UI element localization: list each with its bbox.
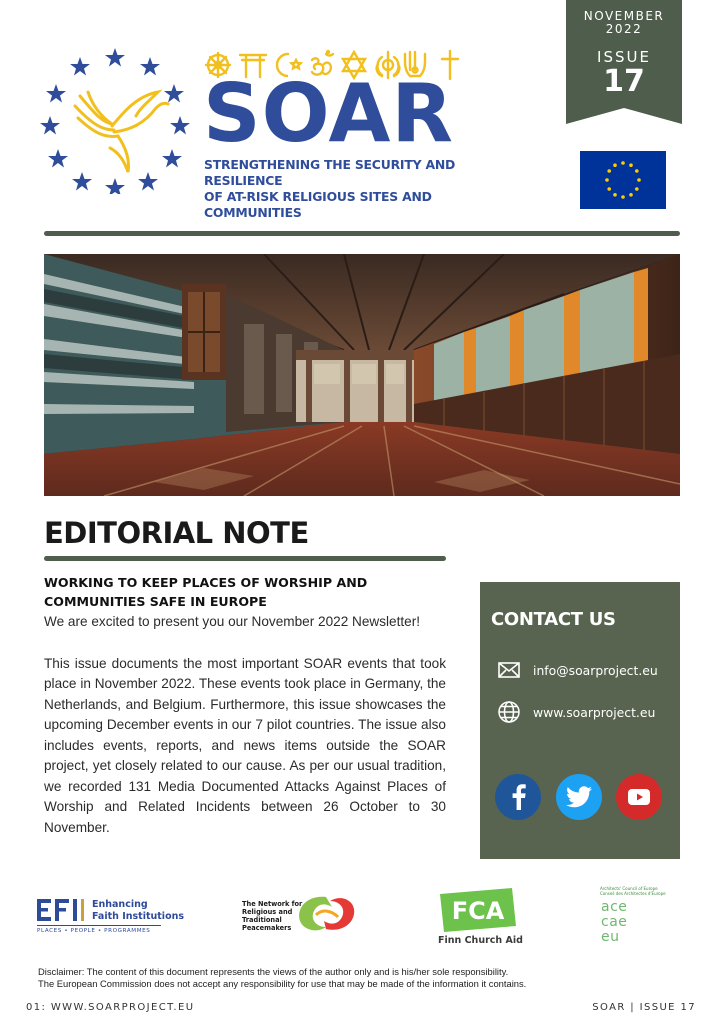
- contact-email-text: info@soarproject.eu: [533, 662, 658, 678]
- youtube-button[interactable]: [616, 774, 662, 820]
- header-divider: [44, 231, 680, 236]
- efi-name-line-1: Enhancing: [92, 899, 148, 910]
- issue-label: ISSUE: [597, 48, 651, 66]
- ace-caption-line-1: Architects' Council of Europe: [600, 886, 658, 891]
- fca-name: Finn Church Aid: [438, 935, 523, 946]
- facebook-button[interactable]: [495, 774, 541, 820]
- soar-dove-logo: [40, 44, 190, 194]
- eu-word: eu: [601, 929, 620, 945]
- ace-caption: [600, 886, 690, 896]
- disclaimer: [38, 966, 678, 990]
- twitter-icon: [566, 786, 592, 808]
- contact-website-text: www.soarproject.eu: [533, 704, 656, 720]
- editorial-paragraph-1: We are excited to present you our November 2022 Newsletter!: [44, 614, 421, 629]
- cae-word: cae: [601, 914, 628, 930]
- network-line-4: Peacemakers: [242, 924, 292, 932]
- contact-email[interactable]: [497, 658, 677, 682]
- facebook-icon: [508, 784, 528, 810]
- editorial-body: [44, 612, 446, 838]
- fca-logo: [438, 886, 518, 934]
- editorial-subheading-line-2: COMMUNITIES SAFE IN EUROPE: [44, 594, 267, 609]
- editorial-title: EDITORIAL NOTE: [44, 516, 309, 550]
- tagline-line-1: STRENGTHENING THE SECURITY AND RESILIENCE: [204, 157, 456, 188]
- ace-caption-line-2: Conseil des Architectes d'Europe: [600, 891, 666, 896]
- disclaimer-line-2: The European Commission does not accept any responsibility for use that may be made of the information it contains.: [38, 978, 527, 989]
- eu-flag-icon: [580, 151, 666, 209]
- contact-website[interactable]: [497, 700, 677, 724]
- temple-corridor-photo: [44, 254, 680, 496]
- efi-name: [92, 899, 184, 923]
- disclaimer-line-1: Disclaimer: The content of this document represents the views of the author only and is his/her sole responsibility.: [38, 966, 509, 977]
- network-line-1: The Network for: [242, 900, 303, 908]
- editorial-subheading: [44, 573, 446, 611]
- contact-title: CONTACT US: [491, 609, 616, 630]
- network-line-2: Religious and: [242, 908, 293, 916]
- network-peacemakers-logo: [296, 893, 358, 935]
- footer-page-url[interactable]: 01: WWW.SOARPROJECT.EU: [26, 1002, 195, 1013]
- tagline-line-2: OF AT-RISK RELIGIOUS SITES AND COMMUNITIES: [204, 189, 432, 220]
- editorial-divider: [44, 556, 446, 561]
- issue-date: [566, 10, 682, 36]
- newsletter-tagline: [204, 157, 474, 221]
- issue-month: NOVEMBER: [583, 9, 665, 23]
- efi-logo-mark: [37, 898, 91, 922]
- fca-mark: FCA: [451, 897, 505, 925]
- efi-name-line-2: Faith Institutions: [92, 911, 185, 922]
- issue-number: 17: [603, 64, 645, 99]
- efi-divider: [37, 925, 161, 926]
- twitter-button[interactable]: [556, 774, 602, 820]
- editorial-paragraph-2: This issue documents the most important SOAR events that took place in November 2022. These events took place in Germany, the Netherlands, and Belgium. Furthermore, this issue showcases the upcoming December events in our 7 pilot countries. The issue also includes events, reports, and news items outside the SOAR project, yet closely related to our cause. As per our usual tradition, we recorded 131 Media Documented Attacks Against Places of Worship and Related Incidents between 26 October to 30 November.: [44, 655, 446, 835]
- ace-word: ace: [601, 899, 628, 915]
- network-line-3: Traditional: [242, 916, 282, 924]
- efi-tagline: PLACES • PEOPLE • PROGRAMMES: [37, 928, 151, 934]
- envelope-icon: [497, 658, 521, 682]
- youtube-icon: [628, 789, 650, 805]
- issue-year: 2022: [605, 22, 643, 36]
- newsletter-title: SOAR: [203, 67, 454, 160]
- globe-icon: [497, 700, 521, 724]
- editorial-subheading-line-1: WORKING TO KEEP PLACES OF WORSHIP AND: [44, 575, 368, 590]
- footer-issue: SOAR | ISSUE 17: [592, 1002, 696, 1013]
